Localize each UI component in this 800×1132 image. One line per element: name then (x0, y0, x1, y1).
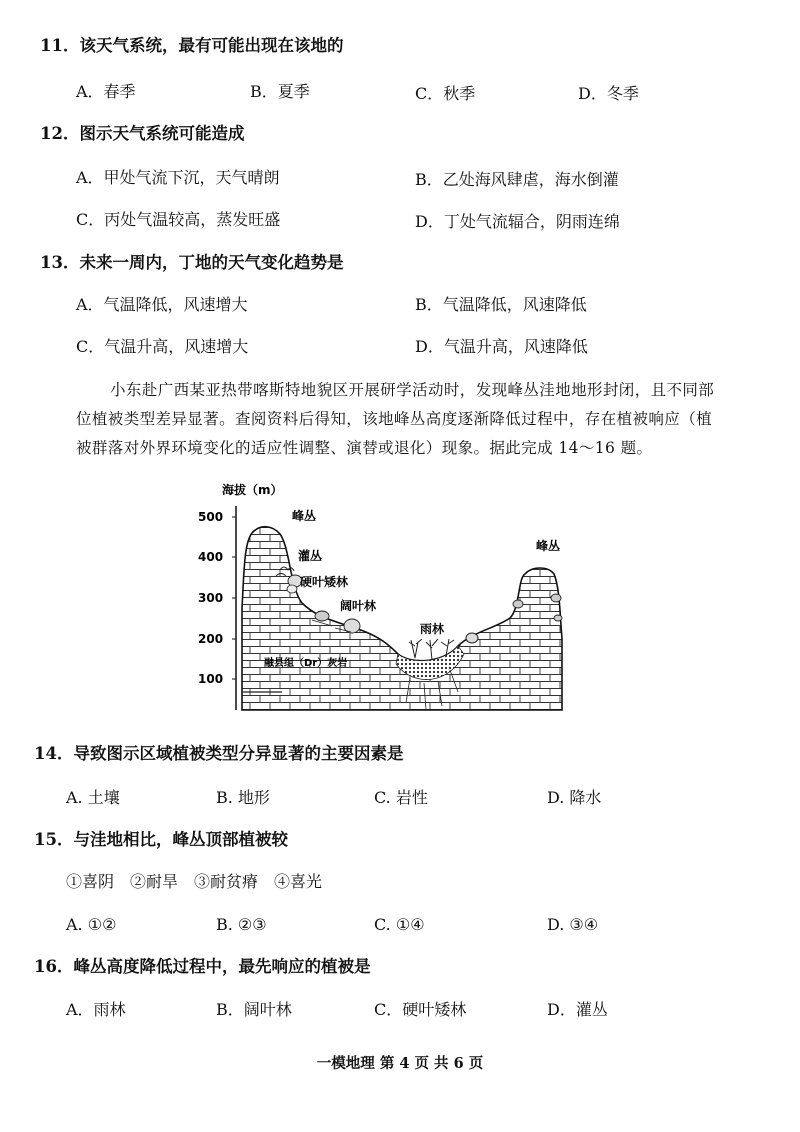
q14-option-b[interactable]: B. 地形 (216, 788, 270, 807)
q12-option-a[interactable]: A．甲处气流下沉，天气晴朗 (76, 168, 280, 187)
q15-option-c[interactable]: C. ①④ (374, 915, 425, 934)
karst-profile-figure (180, 478, 600, 728)
y-tick-200: 200 (198, 632, 224, 646)
q11-option-a[interactable]: A．春季 (76, 82, 136, 101)
q13-option-d[interactable]: D．气温升高，风速降低 (415, 337, 588, 356)
q12-option-c[interactable]: C．丙处气温较高，蒸发旺盛 (76, 210, 281, 229)
q15-option-a[interactable]: A. ①② (66, 915, 117, 934)
label-peak-left: 峰丛 (292, 509, 317, 523)
y-axis-title: 海拔（m） (222, 483, 283, 497)
q15-choices: ①喜阴 ②耐旱 ③耐贫瘠 ④喜光 (66, 872, 323, 891)
q16-option-a[interactable]: A．雨林 (66, 1000, 126, 1019)
q12-option-b[interactable]: B．乙处海风肆虐，海水倒灌 (415, 170, 619, 189)
y-tick-300: 300 (198, 591, 224, 605)
q11-stem: 11．该天气系统，最有可能出现在该地的 (40, 36, 344, 55)
q13-option-b[interactable]: B．气温降低，风速降低 (415, 295, 587, 314)
label-rock-formation: 融县组（Dr）灰岩 (264, 658, 348, 669)
label-sclerophyll: 硬叶矮林 (300, 575, 349, 589)
q14-option-a[interactable]: A. 土壤 (66, 788, 120, 807)
y-tick-100: 100 (198, 672, 224, 686)
q11-option-d[interactable]: D．冬季 (578, 84, 639, 103)
q12-stem: 12．图示天气系统可能造成 (40, 124, 245, 143)
q13-option-a[interactable]: A．气温降低，风速增大 (76, 295, 248, 314)
q15-option-d[interactable]: D. ③④ (547, 915, 599, 934)
q11-option-c[interactable]: C．秋季 (415, 84, 476, 103)
q13-option-c[interactable]: C．气温升高，风速增大 (76, 337, 249, 356)
q13-stem: 13．未来一周内，丁地的天气变化趋势是 (40, 253, 344, 272)
intro-line-3: 被群落对外界环境变化的适应性调整、演替或退化）现象。据此完成 14～16 题。 (76, 439, 653, 457)
q14-stem: 14．导致图示区域植被类型分异显著的主要因素是 (34, 744, 404, 763)
label-rainforest: 雨林 (420, 622, 445, 636)
q16-stem: 16．峰丛高度降低过程中，最先响应的植被是 (34, 957, 371, 976)
q15-option-b[interactable]: B. ②③ (216, 915, 267, 934)
q14-option-d[interactable]: D. 降水 (547, 788, 602, 807)
q11-option-b[interactable]: B．夏季 (250, 82, 310, 101)
y-tick-500: 500 (198, 510, 224, 524)
intro-line-1: 小东赴广西某亚热带喀斯特地貌区开展研学活动时，发现峰丛洼地地形封闭，且不同部 (110, 381, 715, 399)
karst-terrain (242, 527, 562, 710)
page-footer: 一模地理 第 4 页 共 6 页 (316, 1055, 484, 1072)
q14-option-c[interactable]: C. 岩性 (374, 788, 428, 807)
label-peak-right: 峰丛 (536, 539, 561, 553)
label-broadleaf: 阔叶林 (340, 599, 377, 613)
label-shrub: 灌丛 (298, 549, 323, 563)
intro-line-2: 位植被类型差异显著。查阅资料后得知，该地峰丛高度逐渐降低过程中，存在植被响应（植 (76, 410, 713, 428)
q12-option-d[interactable]: D．丁处气流辐合，阴雨连绵 (415, 212, 620, 231)
q16-option-d[interactable]: D．灌丛 (547, 1000, 608, 1019)
q16-option-b[interactable]: B．阔叶林 (216, 1000, 292, 1019)
y-tick-400: 400 (198, 550, 224, 564)
q15-stem: 15．与洼地相比，峰丛顶部植被较 (34, 830, 288, 849)
q16-option-c[interactable]: C．硬叶矮林 (374, 1000, 467, 1019)
